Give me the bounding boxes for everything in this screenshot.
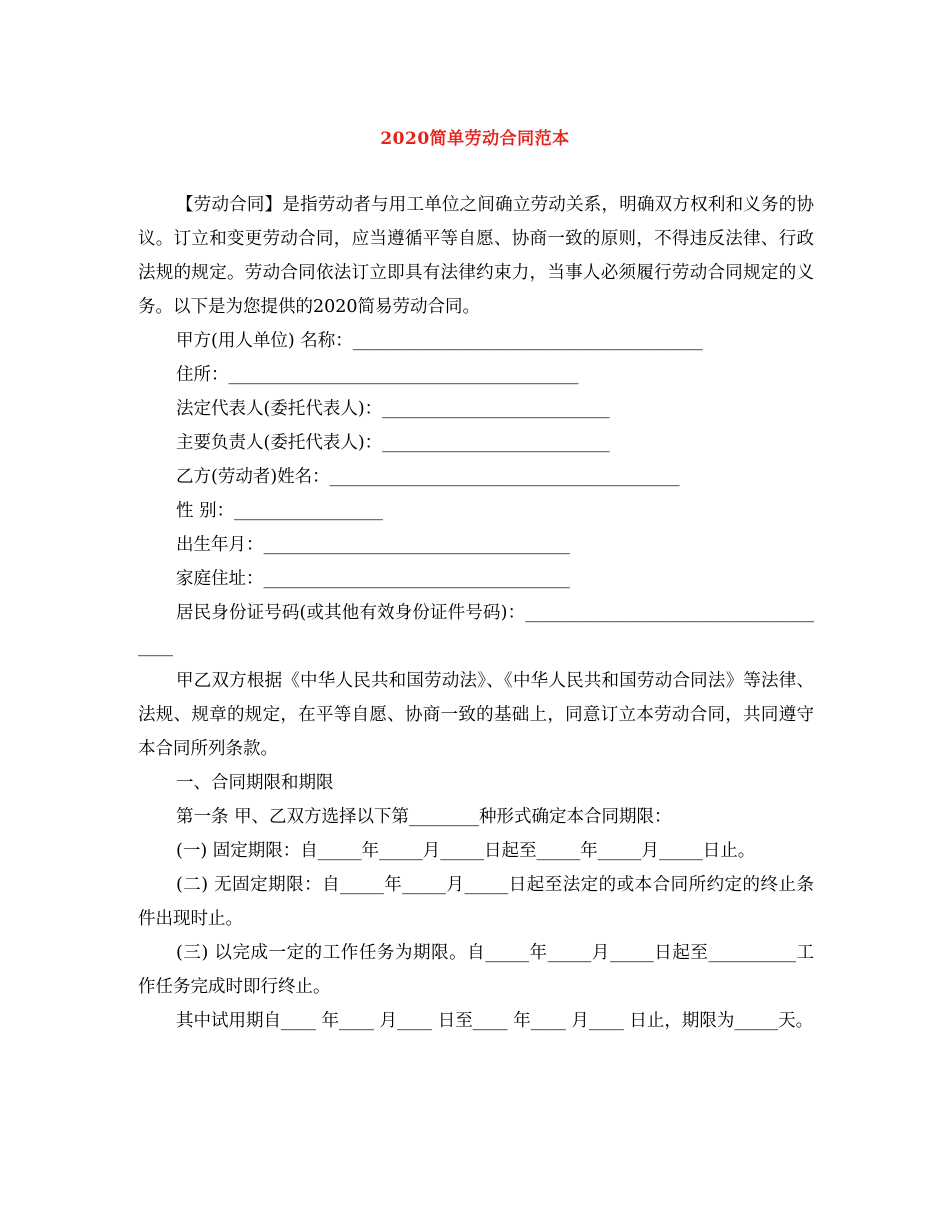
gender-field: 性 别：_________________ bbox=[176, 501, 383, 521]
birth-date-field: 出生年月：___________________________________ bbox=[176, 535, 570, 555]
document-title: 2020简单劳动合同范本 bbox=[380, 129, 570, 149]
main-person-field: 主要负责人(委托代表人)：__________________________ bbox=[176, 433, 610, 453]
id-number-field: 居民身份证号码(或其他有效身份证件号码)：_____________________________________ bbox=[138, 603, 814, 657]
party-a-name-field: 甲方(用人单位) 名称：________________________________________ bbox=[176, 331, 703, 351]
term-task: (三) 以完成一定的工作任务为期限。自_____年_____月_____日起至__________工作任务完成时即行终止。 bbox=[138, 943, 814, 997]
term-unfixed: (二) 无固定期限：自_____年_____月_____日起至法定的或本合同所约定的终止条件出现时止。 bbox=[138, 875, 814, 929]
party-a-address-field: 住所：________________________________________ bbox=[176, 365, 579, 385]
party-b-name-field: 乙方(劳动者)姓名：________________________________________ bbox=[176, 467, 680, 487]
intro-paragraph: 【劳动合同】是指劳动者与用工单位之间确立劳动关系，明确双方权利和义务的协议。订立和变更劳动合同，应当遵循平等自愿、协商一致的原则，不得违反法律、行政法规的规定。劳动合同依法订立即具有法律约束力，当事人必须履行劳动合同规定的义务。以下是为您提供的2020简易劳动合同。 bbox=[138, 195, 814, 317]
document-body bbox=[138, 188, 814, 1038]
term-fixed: (一) 固定期限：自_____年_____月_____日起至_____年_____月_____日止。 bbox=[176, 841, 756, 861]
legal-representative-field: 法定代表人(委托代表人)：__________________________ bbox=[176, 399, 610, 419]
home-address-field: 家庭住址：___________________________________ bbox=[176, 569, 570, 589]
section-heading: 一、合同期限和期限 bbox=[176, 773, 334, 793]
article-one: 第一条 甲、乙双方选择以下第________种形式确定本合同期限： bbox=[176, 807, 672, 827]
probation-period: 其中试用期自____ 年____ 月____ 日至____ 年____ 月____ 日止，期限为_____天。 bbox=[176, 1011, 814, 1031]
legal-basis-paragraph: 甲乙双方根据《中华人民共和国劳动法》、《中华人民共和国劳动合同法》等法律、法规、规章的规定，在平等自愿、协商一致的基础上，同意订立本劳动合同，共同遵守本合同所列条款。 bbox=[138, 671, 814, 759]
